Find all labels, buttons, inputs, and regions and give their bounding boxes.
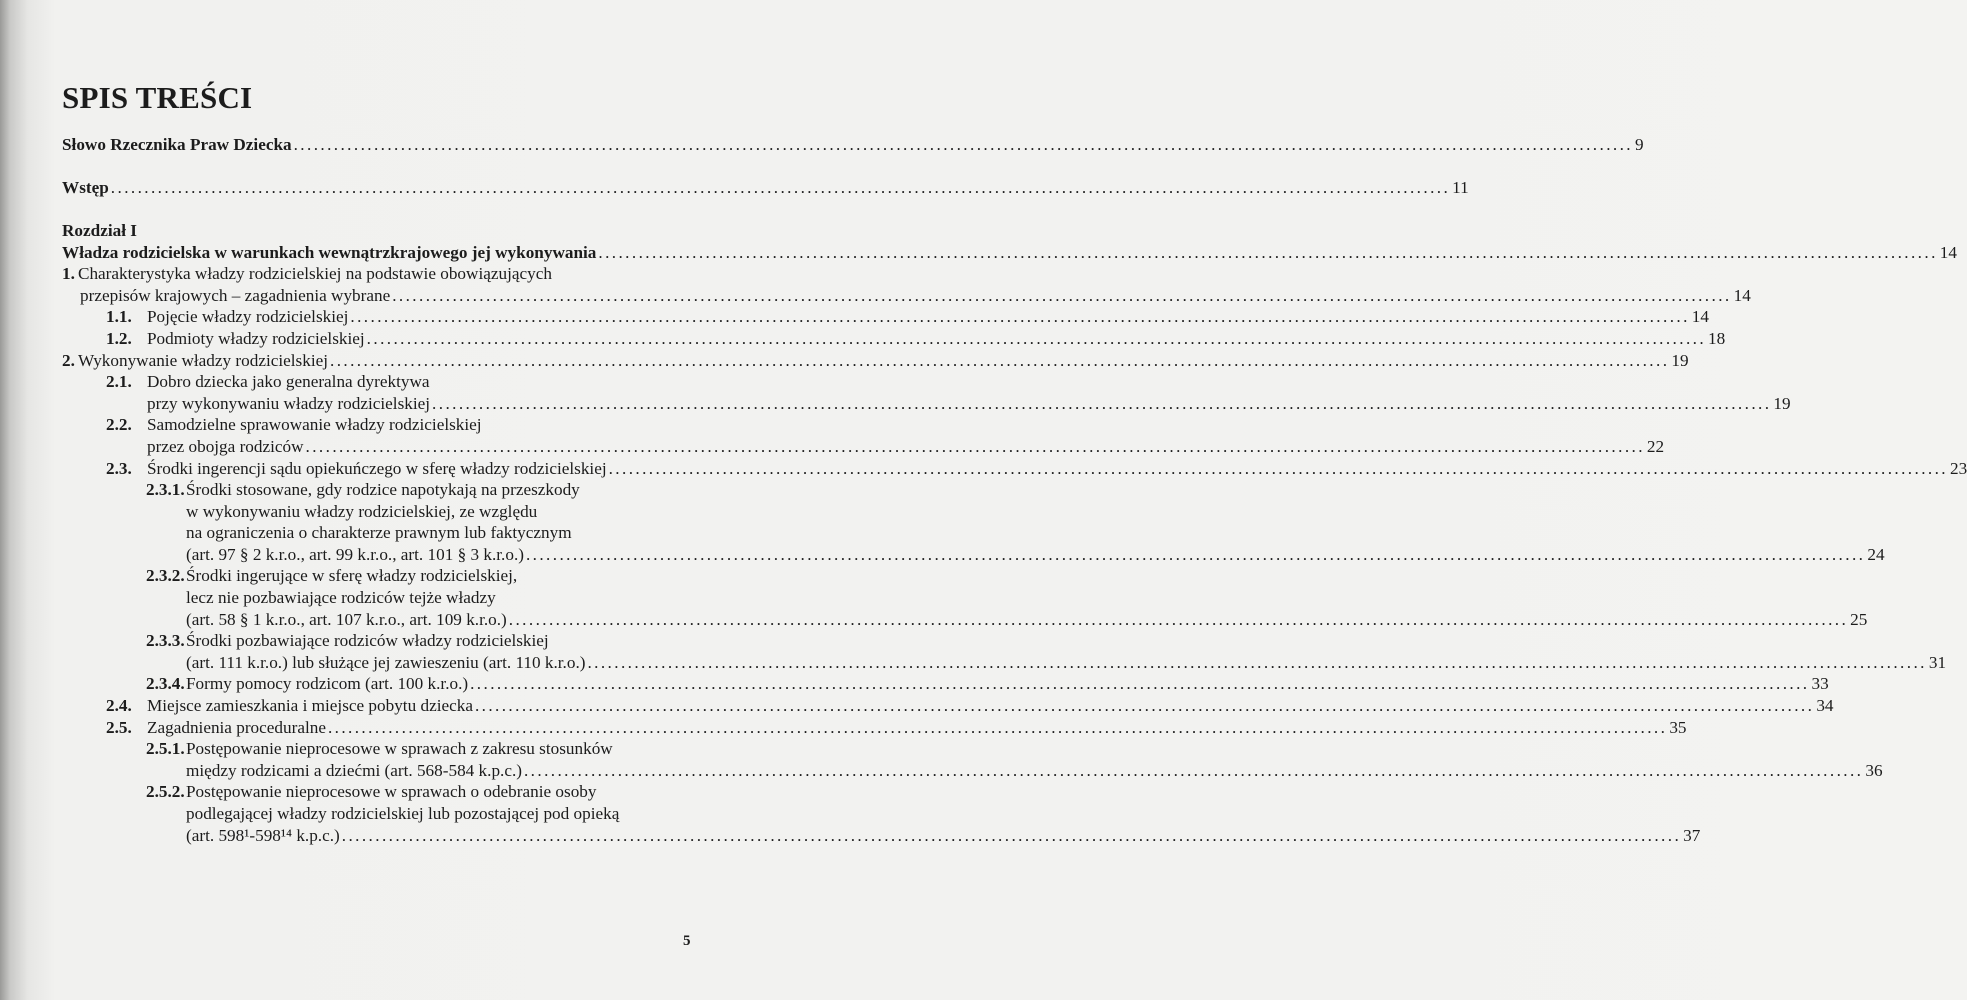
- page-title: SPIS TREŚCI: [62, 80, 253, 115]
- toc-entry[interactable]: [62, 630, 1947, 673]
- dot-leader: ........................................................................................................................................................................................................: [110, 177, 1451, 197]
- entry-title-line: Wykonywanie władzy rodzicielskiej: [78, 350, 329, 370]
- entry-title-line: Wstęp: [62, 177, 109, 197]
- toc-entry[interactable]: [62, 242, 1957, 264]
- dot-leader: ........................................................................................................................................................................................................: [350, 307, 1690, 327]
- toc-entry[interactable]: [62, 306, 1709, 328]
- dot-leader: ........................................................................................................................................................................................................: [598, 242, 1938, 262]
- dot-leader: ........................................................................................................................................................................................................: [293, 135, 1633, 154]
- toc-entry[interactable]: [62, 328, 1726, 350]
- entry-page: 14: [1939, 242, 1957, 262]
- entry-title-line: Rozdział I: [62, 220, 137, 240]
- dot-leader: ........................................................................................................................................................................................................: [341, 825, 1682, 845]
- toc-entry[interactable]: [62, 781, 1701, 846]
- entry-title-line: lecz nie pozbawiające rodziców tejże władzy: [186, 588, 496, 608]
- entry-title-line: podlegającej władzy rodzicielskiej lub pozostającej pod opieką: [186, 804, 620, 823]
- toc-entry[interactable]: [62, 220, 694, 242]
- entry-number: 1.: [62, 264, 75, 284]
- toc-entry[interactable]: [62, 458, 1967, 480]
- toc-entry[interactable]: [62, 371, 1791, 414]
- entry-number: 1.2.: [106, 328, 132, 348]
- entry-page: 19: [1773, 393, 1791, 413]
- entry-title-line: przepisów krajowych – zagadnienia wybrane: [80, 285, 391, 305]
- entry-number: 2.3.4.: [146, 674, 185, 694]
- entry-title-line: Zagadnienia proceduralne: [147, 717, 326, 737]
- dot-leader: ........................................................................................................................................................................................................: [392, 285, 1732, 305]
- entry-page: 18: [1708, 328, 1726, 348]
- entry-title-line: Postępowanie nieprocesowe w sprawach z zakresu stosunków: [186, 739, 613, 759]
- dot-leader: ........................................................................................................................................................................................................: [305, 436, 1645, 456]
- dot-leader: ........................................................................................................................................................................................................: [470, 674, 1810, 694]
- entry-page: 14: [1733, 285, 1751, 305]
- entry-title-line: Pojęcie władzy rodzicielskiej: [147, 307, 349, 327]
- table-of-contents: [62, 134, 1967, 846]
- entry-title-line: Samodzielne sprawowanie władzy rodzicielskiej: [147, 415, 482, 435]
- page-number: 5: [683, 933, 691, 949]
- entry-page: 22: [1646, 436, 1665, 456]
- entry-page: 24: [1867, 544, 1885, 564]
- dot-leader: ........................................................................................................................................................................................................: [525, 544, 1866, 564]
- entry-number: 2.5.1.: [146, 739, 185, 759]
- entry-title-line: Słowo Rzecznika Praw Dziecka: [62, 135, 292, 154]
- entry-title-line: Dobro dziecka jako generalna dyrektywa: [147, 372, 430, 392]
- toc-entry[interactable]: [62, 414, 1665, 457]
- toc-entry[interactable]: [62, 695, 1834, 717]
- entry-title-line: w wykonywaniu władzy rodzicielskiej, ze względu: [186, 501, 538, 521]
- toc-entry[interactable]: [62, 673, 1829, 695]
- entry-number: 2.5.2.: [146, 782, 185, 802]
- entry-page: 36: [1865, 760, 1883, 780]
- dot-leader: ........................................................................................................................................................................................................: [523, 760, 1864, 780]
- dot-leader: ........................................................................................................................................................................................................: [327, 717, 1668, 737]
- entry-number: 1.1.: [106, 307, 132, 327]
- entry-number: 2.3.3.: [146, 631, 185, 651]
- entry-title-line: Środki ingerencji sądu opiekuńczego w sferę władzy rodzicielskiej: [147, 458, 607, 478]
- entry-title-line: Charakterystyka władzy rodzicielskiej na podstawie obowiązujących: [78, 264, 552, 284]
- dot-leader: ........................................................................................................................................................................................................: [608, 458, 1948, 478]
- entry-number: 2.4.: [106, 696, 132, 716]
- spacer: [62, 199, 694, 220]
- entry-page: 33: [1811, 674, 1829, 694]
- entry-number: 2.2.: [106, 415, 132, 435]
- entry-number: 2.1.: [106, 372, 132, 392]
- entry-page: 23: [1949, 458, 1967, 478]
- dot-leader: ........................................................................................................................................................................................................: [330, 350, 1670, 370]
- entry-title-line: Formy pomocy rodzicom (art. 100 k.r.o.): [186, 674, 469, 694]
- entry-page: 14: [1691, 307, 1709, 327]
- entry-title-line: Środki ingerujące w sferę władzy rodzicielskiej,: [186, 566, 518, 586]
- entry-title-line: (art. 58 § 1 k.r.o., art. 107 k.r.o., art. 109 k.r.o.): [186, 609, 507, 629]
- entry-page: 35: [1669, 717, 1687, 737]
- entry-page: 31: [1928, 652, 1947, 672]
- dot-leader: ........................................................................................................................................................................................................: [587, 652, 1927, 672]
- toc-entry[interactable]: [62, 263, 1751, 306]
- entry-title-line: (art. 598¹-598¹⁴ k.p.c.): [186, 825, 340, 845]
- toc-entry[interactable]: [62, 479, 1885, 565]
- entry-page: 9: [1634, 135, 1644, 154]
- entry-title-line: Środki stosowane, gdy rodzice napotykają na przeszkody: [186, 480, 580, 500]
- entry-page: 19: [1671, 350, 1689, 370]
- entry-page: 25: [1850, 609, 1868, 629]
- toc-entry[interactable]: [62, 738, 1883, 781]
- spacer: [62, 156, 694, 177]
- toc-entry[interactable]: [62, 177, 1469, 199]
- toc-entry[interactable]: [62, 565, 1868, 630]
- toc-entry[interactable]: [62, 717, 1687, 739]
- entry-number: 2.5.: [106, 717, 132, 737]
- entry-number: 2.: [62, 350, 75, 370]
- entry-title-line: przy wykonywaniu władzy rodzicielskiej: [147, 393, 431, 413]
- entry-page: 11: [1452, 177, 1469, 197]
- entry-title-line: przez obojga rodziców: [147, 436, 304, 456]
- entry-title-line: na ograniczenia o charakterze prawnym lub faktycznym: [186, 523, 572, 543]
- entry-page: 34: [1816, 696, 1834, 716]
- entry-title-line: Środki pozbawiające rodziców władzy rodzicielskiej: [186, 631, 549, 651]
- entry-title-line: Podmioty władzy rodzicielskiej: [147, 328, 365, 348]
- toc-entry[interactable]: [62, 350, 1689, 372]
- dot-leader: ........................................................................................................................................................................................................: [432, 393, 1772, 413]
- entry-title-line: (art. 97 § 2 k.r.o., art. 99 k.r.o., art. 101 § 3 k.r.o.): [186, 544, 524, 564]
- entry-page: 37: [1683, 825, 1701, 845]
- entry-title-line: Miejsce zamieszkania i miejsce pobytu dziecka: [147, 696, 473, 716]
- dot-leader: ........................................................................................................................................................................................................: [508, 609, 1849, 629]
- entry-number: 2.3.: [106, 458, 132, 478]
- dot-leader: ........................................................................................................................................................................................................: [474, 696, 1815, 716]
- toc-entry[interactable]: [62, 134, 1644, 156]
- entry-title-line: Władza rodzicielska w warunkach wewnątrzkrajowego jej wykonywania: [62, 242, 597, 262]
- entry-title-line: Postępowanie nieprocesowe w sprawach o odebranie osoby: [186, 782, 597, 802]
- entry-title-line: (art. 111 k.r.o.) lub służące jej zawieszeniu (art. 110 k.r.o.): [186, 652, 586, 672]
- entry-number: 2.3.1.: [146, 480, 185, 500]
- entry-number: 2.3.2.: [146, 566, 185, 586]
- entry-title-line: między rodzicami a dziećmi (art. 568-584 k.p.c.): [186, 760, 522, 780]
- dot-leader: ........................................................................................................................................................................................................: [366, 328, 1707, 348]
